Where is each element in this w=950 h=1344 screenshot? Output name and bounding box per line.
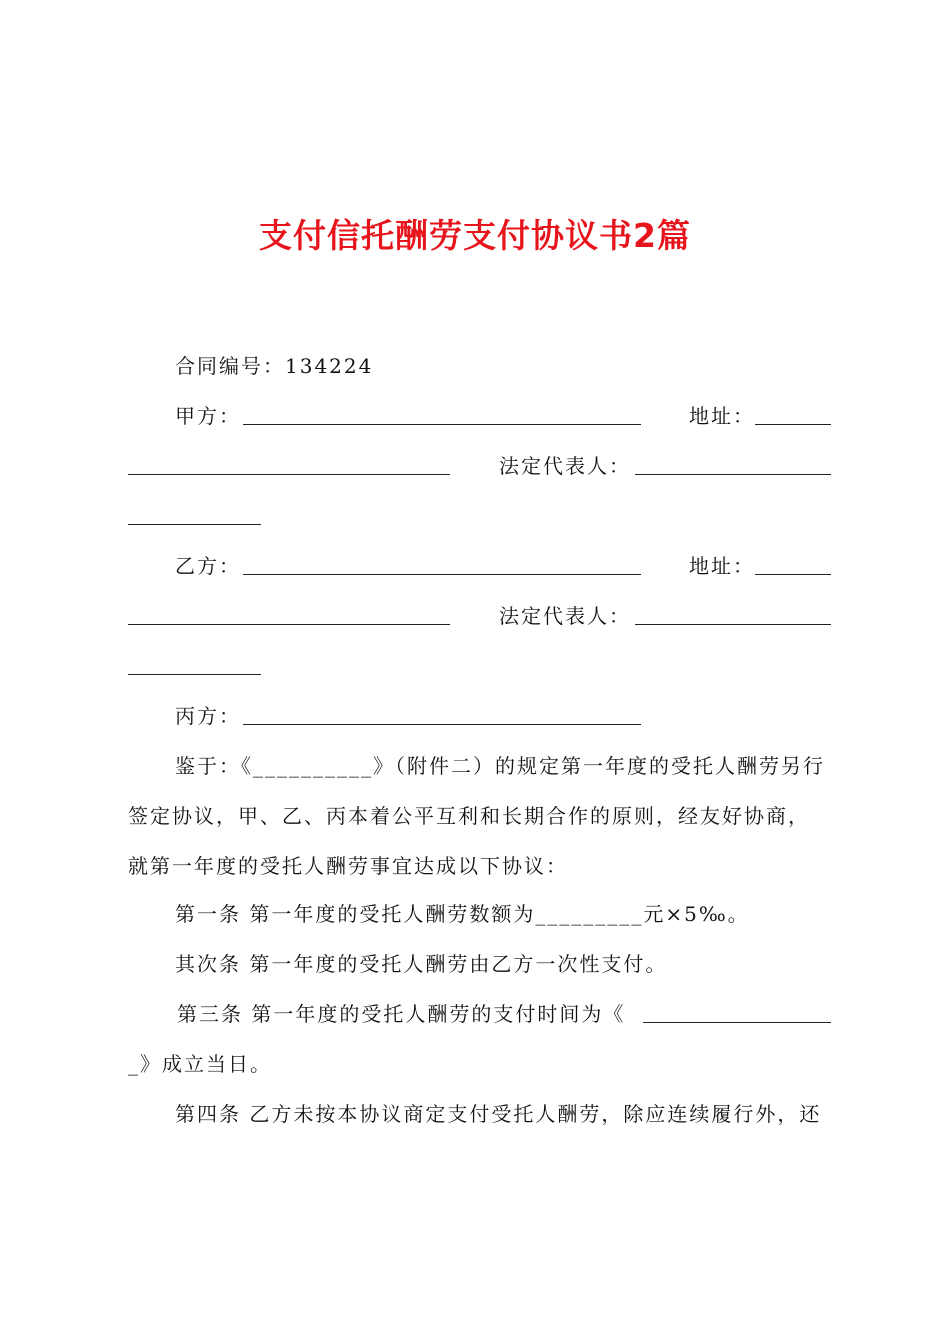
article-3-blank[interactable] <box>643 1022 831 1023</box>
whereas-line-3: 就第一年度的受托人酬劳事宜达成以下协议： <box>128 854 568 878</box>
party-b-legal-rep-blank[interactable] <box>635 624 831 625</box>
party-a-legal-rep-label: 法定代表人： <box>499 454 631 478</box>
party-a-address-label: 地址： <box>689 404 755 428</box>
party-b-address-label: 地址： <box>689 554 755 578</box>
party-a-blank[interactable] <box>243 424 641 425</box>
article-2: 其次条 第一年度的受托人酬劳由乙方一次性支付。 <box>175 952 668 976</box>
contract-number-label: 合同编号： <box>175 354 285 378</box>
article-1: 第一条 第一年度的受托人酬劳数额为_________元×5‰。 <box>175 902 750 926</box>
party-a-address-blank[interactable] <box>755 424 831 425</box>
party-a-label: 甲方： <box>175 404 241 428</box>
party-c-blank[interactable] <box>243 724 641 725</box>
document-title: 支付信托酬劳支付协议书2篇 <box>259 216 691 255</box>
party-b-label: 乙方： <box>175 554 241 578</box>
party-c-label: 丙方： <box>175 704 241 728</box>
party-a-address-blank-cont[interactable] <box>128 474 450 475</box>
party-a-legal-rep-blank-cont[interactable] <box>128 524 261 525</box>
party-b-address-blank-cont[interactable] <box>128 624 450 625</box>
party-b-legal-rep-blank-cont[interactable] <box>128 674 261 675</box>
whereas-line-1: 鉴于：《__________》（附件二）的规定第一年度的受托人酬劳另行 <box>175 754 825 778</box>
contract-number-row <box>175 352 373 380</box>
contract-number-value: 134224 <box>285 354 374 378</box>
party-b-address-blank[interactable] <box>755 574 831 575</box>
article-3-line-2: _》成立当日。 <box>128 1052 272 1076</box>
article-4: 第四条 乙方未按本协议商定支付受托人酬劳，除应连续履行外，还 <box>175 1102 822 1126</box>
party-b-legal-rep-label: 法定代表人： <box>499 604 631 628</box>
party-b-blank[interactable] <box>243 574 641 575</box>
whereas-line-2: 签定协议，甲、乙、丙本着公平互利和长期合作的原则，经友好协商， <box>128 804 810 828</box>
article-3-line-1: 第三条 第一年度的受托人酬劳的支付时间为《 <box>177 1002 626 1026</box>
party-a-legal-rep-blank[interactable] <box>635 474 831 475</box>
